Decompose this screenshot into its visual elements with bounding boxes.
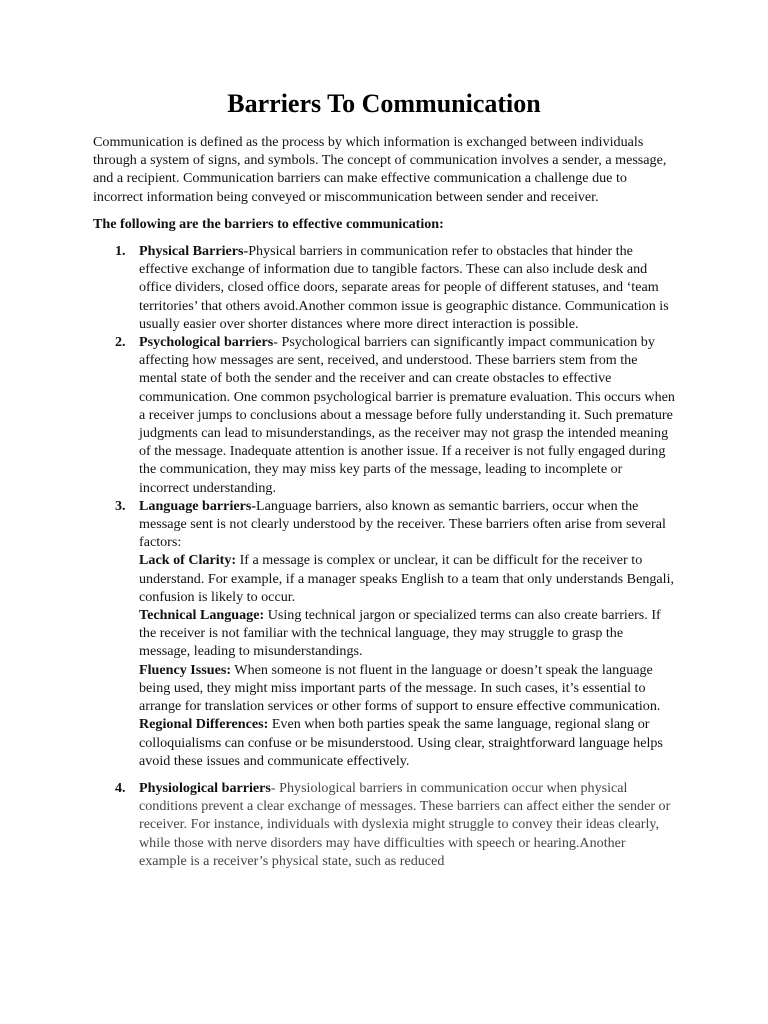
list-item-heading: Physiological barriers xyxy=(139,779,271,796)
sub-item-heading: Lack of Clarity: xyxy=(139,552,237,569)
document-page xyxy=(93,86,675,870)
list-item-language-barriers xyxy=(93,497,675,770)
sub-item-heading: Fluency Issues: xyxy=(139,661,232,678)
list-item-physical-barriers xyxy=(93,242,675,333)
sub-item-heading: Regional Differences: xyxy=(139,716,269,733)
list-item-text: - Psychological barriers can significantly impact communication by affecting how messages are sent, received, and understood. These barriers stem from the mental state of both the sender and the receiver and can create obstacles to effective communication. One common psychological barrier is premature evaluation. This occurs when a receiver jumps to conclusions about a message before fully understanding it. Such premature judgments can lead to misunderstandings, as the receiver may not grasp the intended meaning of the message. Inadequate attention is another issue. If a receiver is not fully engaged during the communication, they may miss key parts of the message, leading to incomplete or incorrect understanding. xyxy=(139,334,675,496)
sub-item-text: If a message is complex or unclear, it can be difficult for the receiver to understand. For example, if a manager speaks English to a team that only understands Bengali, confusion is likely to occur. xyxy=(139,552,675,605)
sub-item-regional-differences xyxy=(139,715,675,770)
sub-item-fluency-issues xyxy=(139,661,675,716)
document-title: Barriers To Communication xyxy=(227,89,541,118)
sub-item-heading: Technical Language: xyxy=(139,607,265,624)
list-item-heading: Psychological barriers xyxy=(139,334,274,351)
list-item-number: 1. xyxy=(115,243,126,260)
list-item-physiological-barriers xyxy=(93,779,675,870)
sub-item-text: When someone is not fluent in the language or doesn’t speak the language being used, they might miss important parts of the message. In such cases, it’s essential to arrange for translation services or other forms of support to ensure effective communication. xyxy=(139,661,661,715)
list-item-text: Language barriers, also known as semantic barriers, occur when the message sent is not clearly understood by the receiver. These barriers often arise from several factors: xyxy=(139,497,666,551)
list-item-number: 2. xyxy=(115,334,126,351)
list-item-number: 4. xyxy=(115,779,126,796)
sub-item-text: Using technical jargon or specialized terms can also create barriers. If the receiver is not familiar with the technical language, they may struggle to grasp the message, leading to misunderstandings. xyxy=(139,607,661,660)
sub-item-technical-language xyxy=(139,606,675,661)
list-item-heading: Physical Barriers- xyxy=(139,243,249,260)
barriers-lead-text: The following are the barriers to effective communication: xyxy=(93,215,444,232)
list-item-text: Physical barriers in communication refer to obstacles that hinder the effective exchange of information due to tangible factors. These can also include desk and office dividers, closed office doors, separate areas for people of different statuses, and ‘team territories’ that others avoid.Another common issue is geographic distance. Communication is usually easier over shorter distances where more direct interaction is possible. xyxy=(139,243,669,332)
sub-item-text: Even when both parties speak the same language, regional slang or colloquialisms can confuse or be misunderstood. Using clear, straightforward language helps avoid these issues and communicate effectively. xyxy=(139,716,663,769)
list-item-text: - Physiological barriers in communication occur when physical conditions prevent a clear exchange of messages. These barriers can affect either the sender or receiver. For instance, individuals with dyslexia might struggle to convey their ideas clearly, while those with nerve disorders may have difficulties with speech or hearing.Another example is a receiver’s physical state, such as reduced xyxy=(139,779,671,869)
list-item-heading: Language barriers- xyxy=(139,497,257,514)
intro-paragraph: Communication is defined as the process by which information is exchanged between individuals through a system of signs, and symbols. The concept of communication involves a sender, a message, and a recipient. Communication barriers can make effective communication a challenge due to incorrect information being conveyed or miscommunication between sender and receiver. xyxy=(93,134,667,205)
list-item-psychological-barriers xyxy=(93,333,675,497)
sub-item-lack-of-clarity xyxy=(139,551,675,606)
barriers-list xyxy=(93,242,675,870)
list-item-number: 3. xyxy=(115,497,126,514)
